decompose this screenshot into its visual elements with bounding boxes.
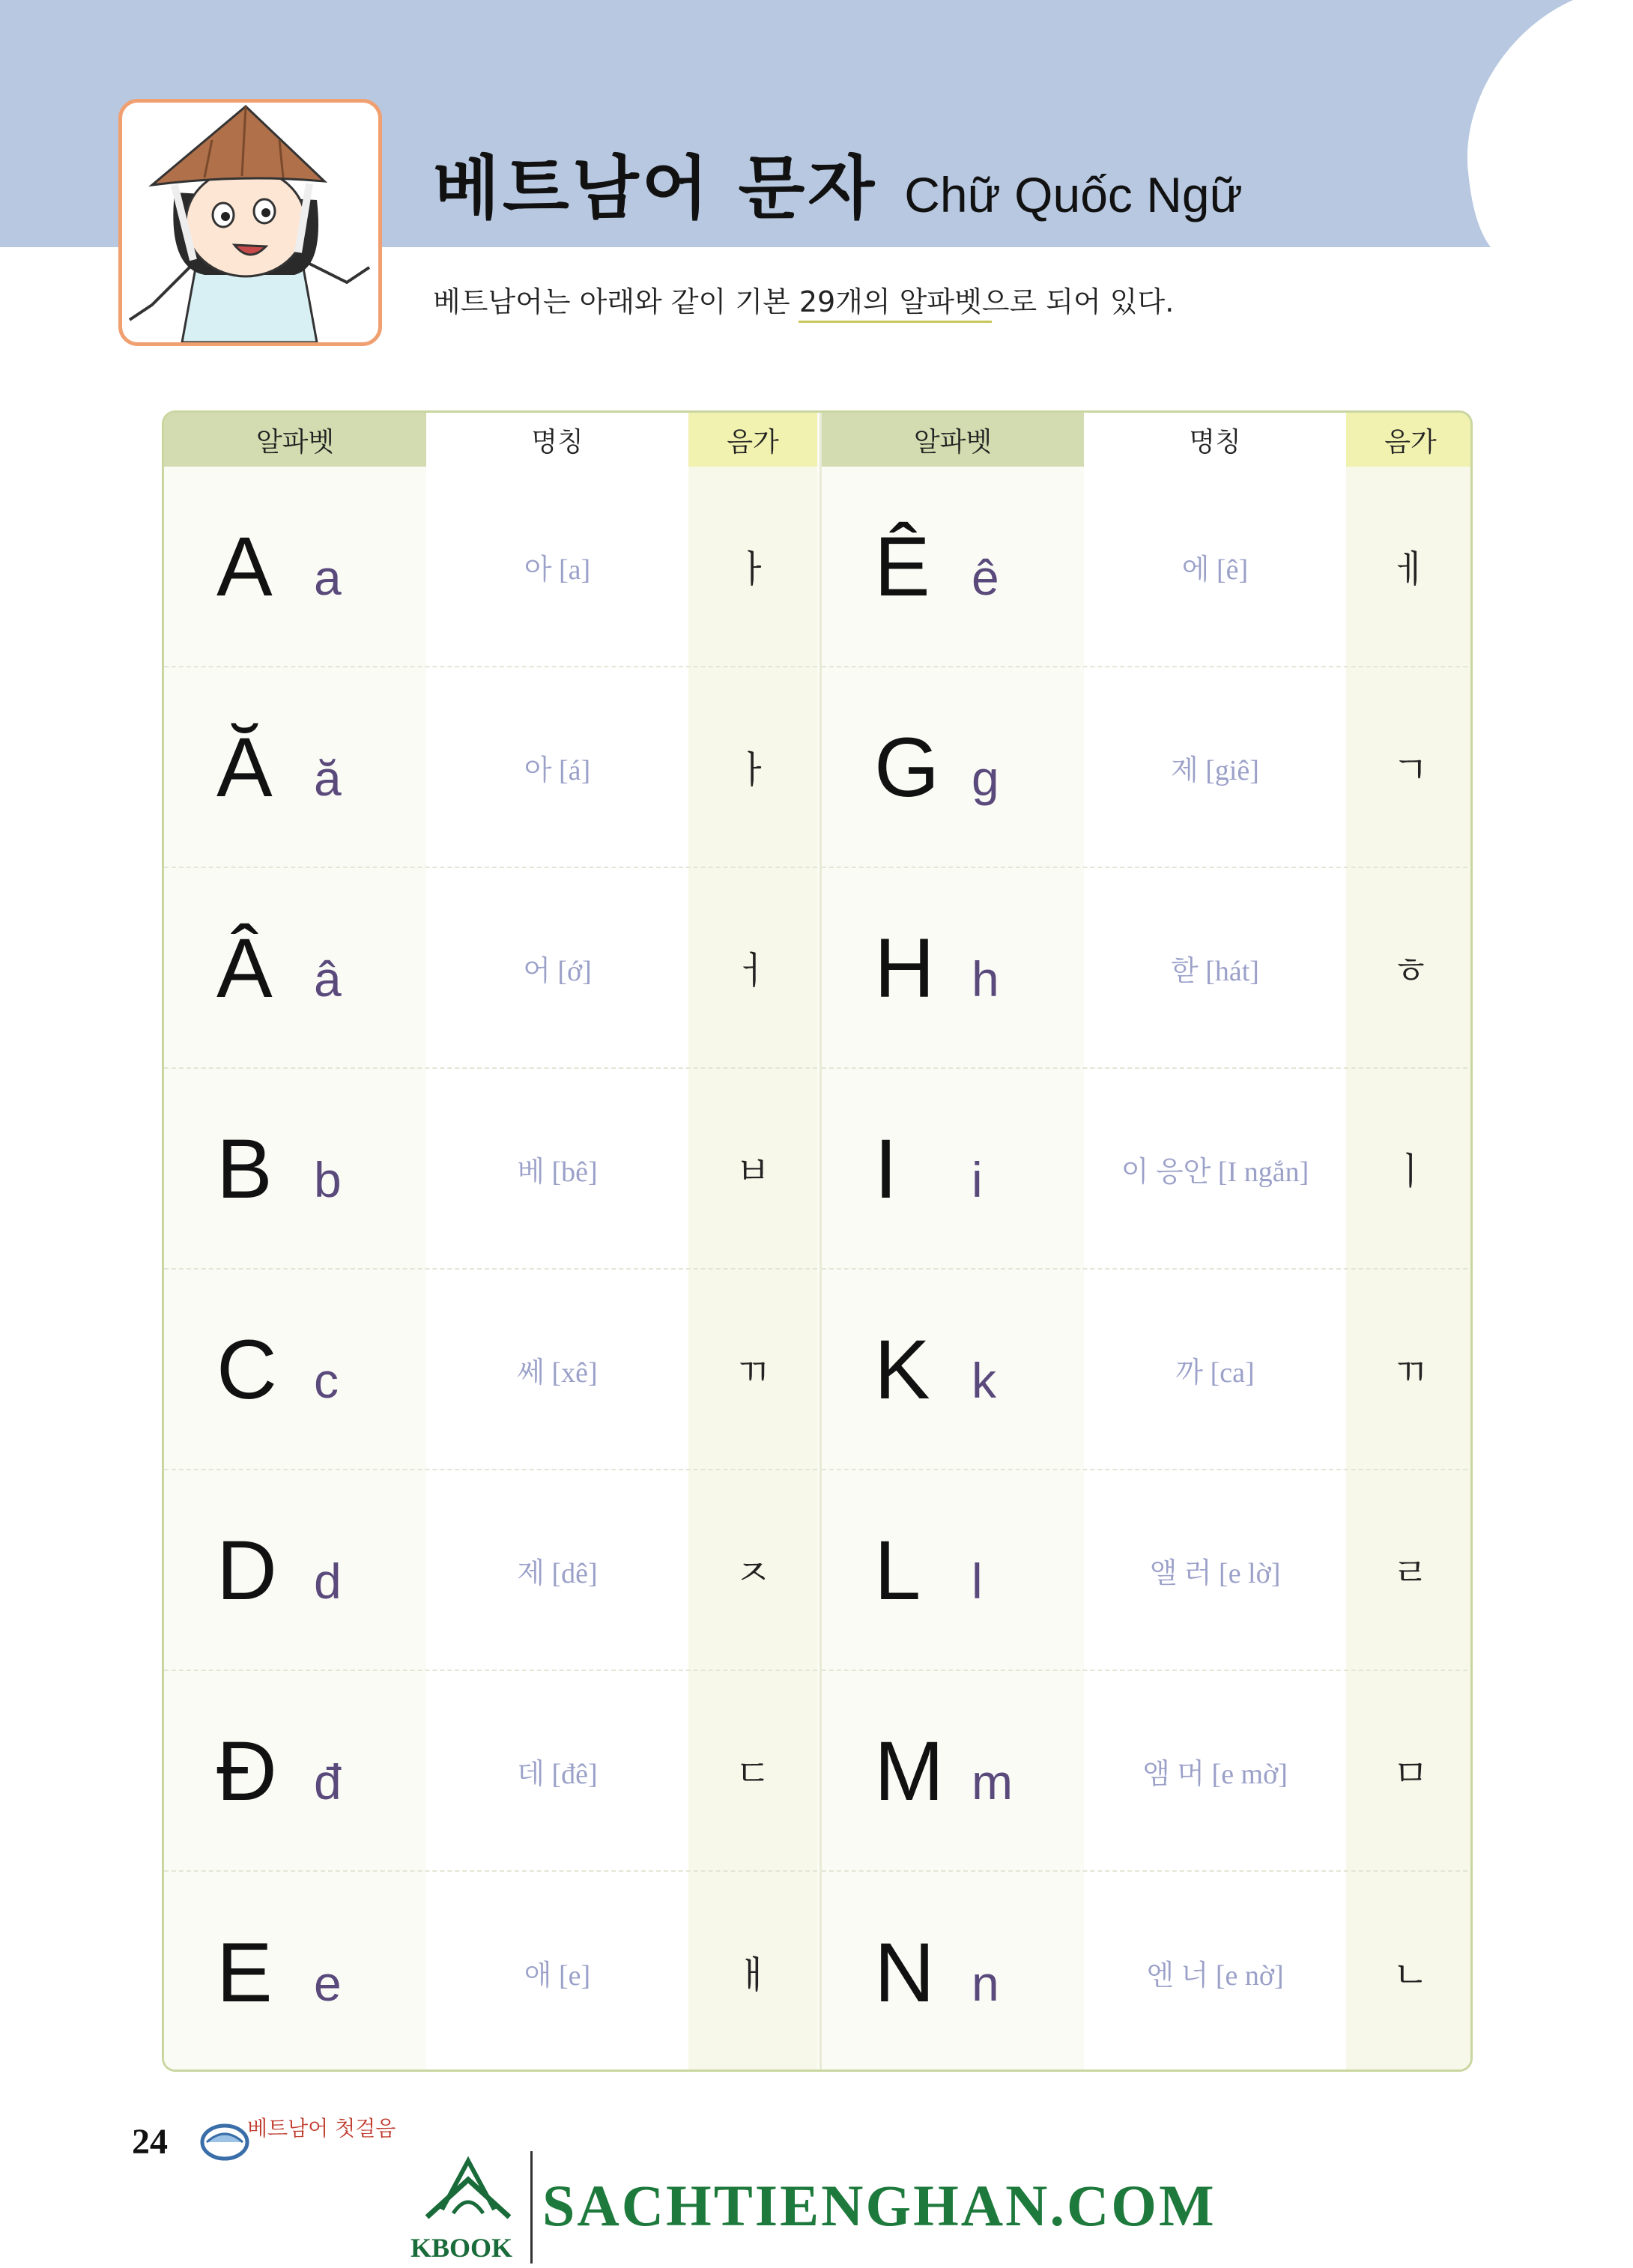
letter-cell xyxy=(216,1470,426,1670)
letter-sound: ㄹ xyxy=(1392,1551,1429,1595)
letter-sound: ㅏ xyxy=(734,748,772,792)
lowercase-letter: n xyxy=(972,1956,999,2011)
lowercase-letter: k xyxy=(972,1353,996,1408)
lowercase-letter: a xyxy=(314,550,342,605)
letter-sound: ㄴ xyxy=(1392,1953,1429,1997)
letter-cell xyxy=(874,1270,1084,1469)
table-right-half xyxy=(819,413,1473,2070)
table-row xyxy=(164,868,817,1069)
letter-name: 데 [đê] xyxy=(517,1758,598,1790)
uppercase-letter: Ê xyxy=(874,519,930,613)
table-row xyxy=(164,467,817,667)
letter-name: 애 [e] xyxy=(524,1959,591,1992)
table-row xyxy=(822,1270,1473,1470)
letter-cell xyxy=(216,1872,426,2072)
letter-sound: ㅁ xyxy=(1392,1752,1429,1795)
letter-sound: ㅔ xyxy=(1392,548,1429,591)
alphabet-table xyxy=(162,410,1473,2072)
uppercase-letter: N xyxy=(874,1925,935,2019)
lowercase-letter: h xyxy=(972,951,999,1007)
letter-cell xyxy=(874,868,1084,1067)
uppercase-letter: Đ xyxy=(216,1723,277,1818)
uppercase-letter: A xyxy=(216,519,273,613)
letter-name: 앰 머 [e mờ] xyxy=(1142,1758,1288,1790)
rows-right xyxy=(822,467,1473,2072)
letter-cell xyxy=(874,1671,1084,1870)
letter-sound: ㅈ xyxy=(734,1551,772,1595)
letter-name: 아 [a] xyxy=(524,554,591,586)
letter-sound: ㄲ xyxy=(734,1350,772,1394)
lowercase-letter: d xyxy=(314,1553,342,1609)
lowercase-letter: c xyxy=(314,1353,339,1408)
page-number: 24 xyxy=(132,2122,168,2162)
page-title xyxy=(433,133,1243,238)
letter-cell xyxy=(216,868,426,1067)
table-row xyxy=(164,1470,817,1671)
lowercase-letter: ă xyxy=(314,751,342,806)
lowercase-letter: â xyxy=(314,951,342,1007)
uppercase-letter: M xyxy=(874,1723,945,1818)
letter-name: 이 응안 [I ngắn] xyxy=(1121,1156,1309,1188)
kbook-label: KBOOK xyxy=(410,2233,513,2263)
table-left-half xyxy=(164,413,817,2070)
letter-cell xyxy=(874,1872,1084,2072)
letter-sound: ㄱ xyxy=(1392,748,1429,792)
letter-name: 아 [á] xyxy=(524,754,591,786)
uppercase-letter: Â xyxy=(216,921,273,1015)
header-name: 명칭 xyxy=(426,413,688,467)
letter-cell xyxy=(874,667,1084,867)
table-row xyxy=(164,1270,817,1470)
letter-cell xyxy=(216,467,426,666)
table-row xyxy=(822,868,1473,1069)
letter-sound: ㄲ xyxy=(1392,1350,1429,1394)
mascot-illustration xyxy=(118,99,382,346)
uppercase-letter: H xyxy=(874,921,935,1015)
letter-cell xyxy=(216,1671,426,1870)
header-name: 명칭 xyxy=(1084,413,1346,467)
intro-underline xyxy=(799,321,992,323)
uppercase-letter: C xyxy=(216,1322,277,1416)
title-korean: 베트남어 문자 xyxy=(433,148,878,228)
table-row xyxy=(822,1069,1473,1270)
title-vietnamese: Chữ Quốc Ngữ xyxy=(904,167,1243,222)
letter-cell xyxy=(216,667,426,867)
letter-name: 베 [bê] xyxy=(517,1156,598,1188)
table-row xyxy=(822,1671,1473,1872)
letter-sound: ㅐ xyxy=(734,1953,772,1997)
letter-sound: ㅎ xyxy=(1392,949,1429,992)
uppercase-letter: B xyxy=(216,1121,273,1216)
site-name: SACHTIENGHAN.COM xyxy=(542,2173,1217,2238)
table-row xyxy=(822,467,1473,667)
letter-sound: ㅏ xyxy=(734,548,772,591)
letter-name: 까 [ca] xyxy=(1175,1356,1255,1389)
letter-name: 쎄 [xê] xyxy=(517,1356,598,1389)
lowercase-letter: đ xyxy=(314,1754,342,1810)
header-sound: 음가 xyxy=(1346,413,1473,467)
header-sound: 음가 xyxy=(688,413,817,467)
letter-name: 어 [ớ] xyxy=(523,955,592,987)
book-title: 베트남어 첫걸음 xyxy=(247,2116,396,2141)
lowercase-letter: m xyxy=(972,1754,1013,1810)
uppercase-letter: D xyxy=(216,1523,277,1617)
letter-name: 제 [dê] xyxy=(517,1557,598,1589)
table-row xyxy=(164,667,817,868)
lowercase-letter: l xyxy=(972,1553,983,1609)
rows-left xyxy=(164,467,817,2072)
table-row xyxy=(822,667,1473,868)
uppercase-letter: E xyxy=(216,1925,273,2019)
table-row xyxy=(822,1470,1473,1671)
lowercase-letter: i xyxy=(972,1152,983,1207)
table-row xyxy=(164,1069,817,1270)
lowercase-letter: b xyxy=(314,1152,342,1207)
letter-sound: ㄷ xyxy=(734,1752,772,1795)
letter-name: 제 [giê] xyxy=(1171,754,1259,786)
uppercase-letter: Ă xyxy=(216,720,273,814)
uppercase-letter: G xyxy=(874,720,940,814)
lowercase-letter: g xyxy=(972,751,999,806)
letter-name: 엔 너 [e nờ] xyxy=(1146,1959,1284,1992)
letter-sound: ㅂ xyxy=(734,1150,772,1193)
letter-name: 앨 러 [e lờ] xyxy=(1149,1557,1281,1589)
letter-sound: ㅓ xyxy=(734,949,772,992)
table-row xyxy=(822,1872,1473,2072)
letter-cell xyxy=(216,1069,426,1268)
lowercase-letter: e xyxy=(314,1956,342,2011)
letter-cell xyxy=(874,1069,1084,1268)
letter-name: 에 [ê] xyxy=(1181,554,1249,586)
letter-sound: ㅣ xyxy=(1392,1150,1429,1193)
letter-name: 핟 [hát] xyxy=(1171,955,1259,987)
header-alphabet: 알파벳 xyxy=(822,413,1084,467)
lowercase-letter: ê xyxy=(972,550,999,605)
table-row xyxy=(164,1671,817,1872)
intro-text: 베트남어는 아래와 같이 기본 29개의 알파벳으로 되어 있다. xyxy=(433,285,1175,318)
uppercase-letter: I xyxy=(874,1121,898,1216)
table-row xyxy=(164,1872,817,2072)
header-alphabet: 알파벳 xyxy=(164,413,426,467)
footer-divider xyxy=(530,2151,533,2264)
letter-cell xyxy=(216,1270,426,1469)
uppercase-letter: K xyxy=(874,1322,930,1416)
letter-cell xyxy=(874,1470,1084,1670)
uppercase-letter: L xyxy=(874,1523,921,1617)
letter-cell xyxy=(874,467,1084,666)
